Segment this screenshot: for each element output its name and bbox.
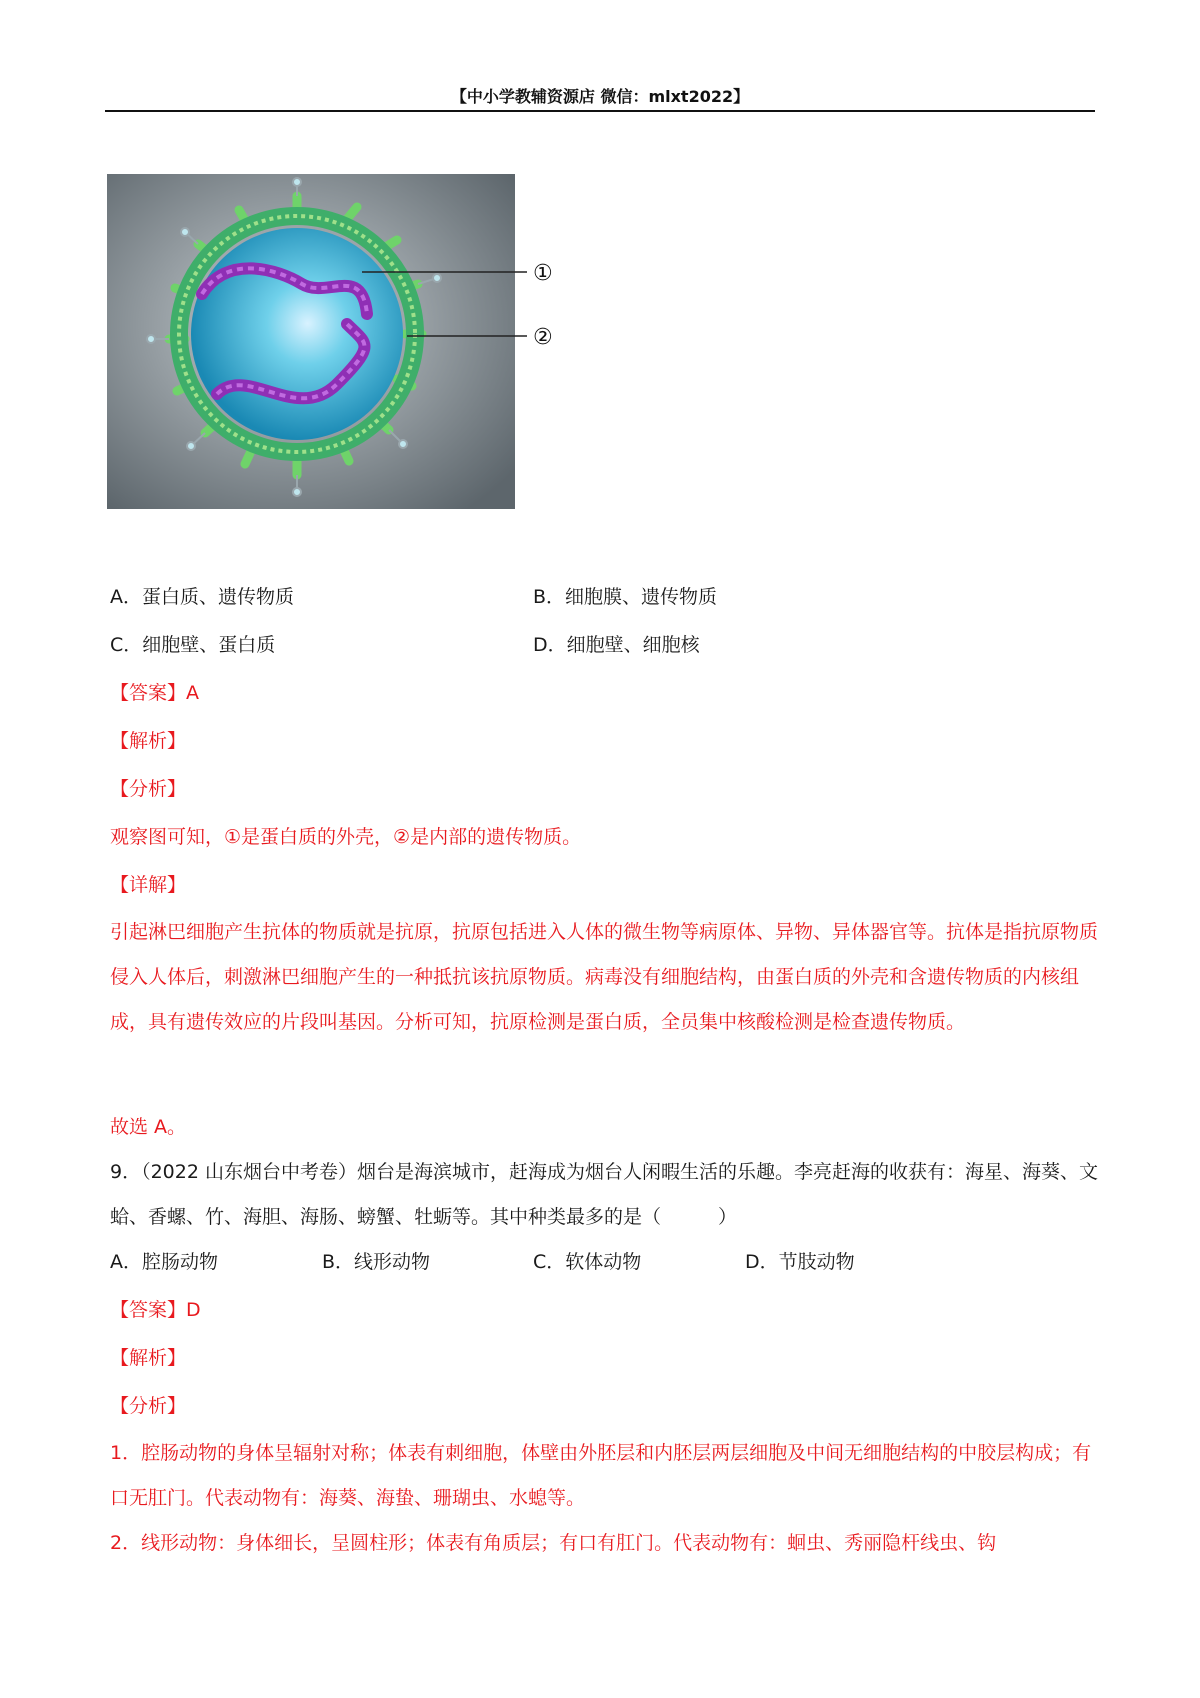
q9-stem: 9．（2022 山东烟台中考卷）烟台是海滨城市，赶海成为烟台人闲暇生活的乐趣。李亮赶海的收获有：海星、海葵、文蛤、香螺、竹、海胆、海肠、螃蟹、牡蛎等。其中种类最多的是（ ） xyxy=(110,1161,1098,1228)
q8-option-a: A．蛋白质、遗传物质 xyxy=(110,586,294,608)
virus-diagram xyxy=(107,174,595,509)
virus-core xyxy=(191,228,403,440)
header-rule xyxy=(105,110,1095,112)
q8-jiexi-heading: 【解析】 xyxy=(110,730,187,752)
q9-option-b: B．线形动物 xyxy=(322,1251,431,1273)
q8-option-b: B．细胞膜、遗传物质 xyxy=(533,586,718,608)
q8-option-d: D．细胞壁、细胞核 xyxy=(533,634,700,656)
figure-label-1: ① xyxy=(533,261,553,286)
q9-answer: 【答案】D xyxy=(110,1299,201,1321)
virus-structure-figure xyxy=(107,174,595,509)
q9-jiexi-heading: 【解析】 xyxy=(110,1347,187,1369)
q9-point-1: 1．腔肠动物的身体呈辐射对称；体表有刺细胞，体壁由外胚层和内胚层两层细胞及中间无细胞结构的中胶层构成；有口无肛门。代表动物有：海葵、海蛰、珊瑚虫、水螅等。 xyxy=(110,1442,1092,1509)
q8-fenxi-heading: 【分析】 xyxy=(110,778,187,800)
q9-fenxi-heading: 【分析】 xyxy=(110,1395,187,1417)
figure-label-2: ② xyxy=(533,325,553,350)
q9-point-2: 2．线形动物：身体细长，呈圆柱形；体表有角质层；有口有肛门。代表动物有：蛔虫、秀丽隐杆线虫、钩 xyxy=(110,1532,997,1554)
q8-answer: 【答案】A xyxy=(110,682,199,704)
q9-option-d: D．节肢动物 xyxy=(745,1251,855,1273)
q9-option-a: A．腔肠动物 xyxy=(110,1251,218,1273)
q8-option-c: C．细胞壁、蛋白质 xyxy=(110,634,276,656)
q8-xiangjie-text: 引起淋巴细胞产生抗体的物质就是抗原，抗原包括进入人体的微生物等病原体、异物、异体器官等。抗体是指抗原物质侵入人体后，刺激淋巴细胞产生的一种抵抗该抗原物质。病毒没有细胞结构，由蛋白质的外壳和含遗传物质的内核组成，具有遗传效应的片段叫基因。分析可知，抗原检测是蛋白质，全员集中核酸检测是检查遗传物质。 xyxy=(110,921,1099,1033)
page-header: 【中小学教辅资源店 微信：mlxt2022】 xyxy=(450,87,750,106)
q8-fenxi-text: 观察图可知，①是蛋白质的外壳，②是内部的遗传物质。 xyxy=(110,826,582,848)
q8-xiangjie-heading: 【详解】 xyxy=(110,874,187,896)
q8-conclusion: 故选 A。 xyxy=(110,1116,187,1138)
q9-option-c: C．软体动物 xyxy=(533,1251,642,1273)
